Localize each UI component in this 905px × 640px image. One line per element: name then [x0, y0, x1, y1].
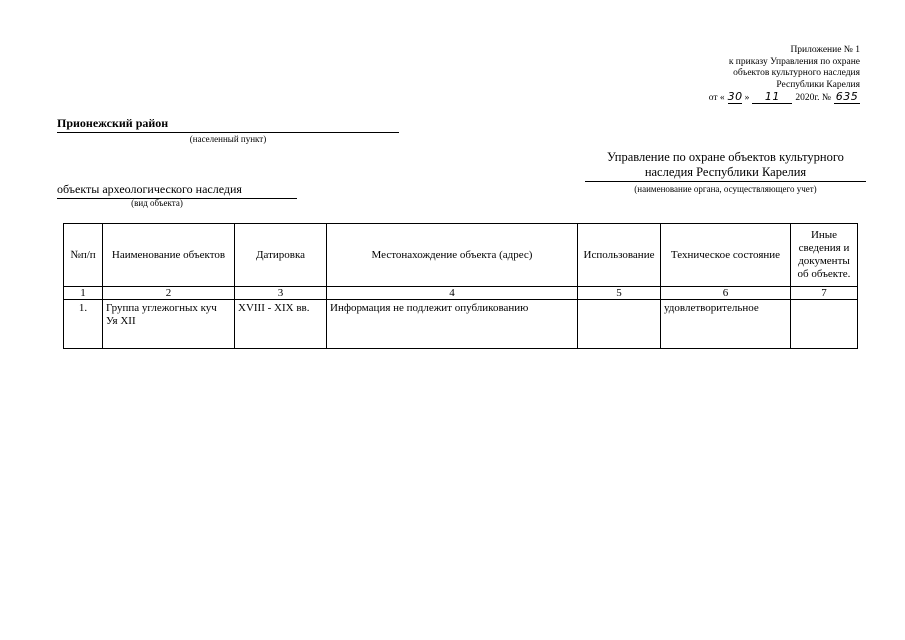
date-year: 2020г. № [795, 93, 831, 103]
column-number: 1 [64, 287, 103, 300]
appendix-order-line: к приказу Управления по охране [728, 56, 860, 67]
object-other-info [791, 300, 858, 349]
object-type-caption: (вид объекта) [131, 198, 183, 208]
object-usage [578, 300, 661, 349]
header-cell: Использование [578, 224, 661, 287]
date-day: 30 [727, 90, 743, 103]
header-cell: Иные сведения и документы об объекте. [791, 224, 858, 287]
header-cell: Техническое состояние [661, 224, 791, 287]
header-cell: №п/п [64, 224, 103, 287]
object-type: объекты археологического наследия [57, 182, 297, 199]
authority-name: Управление по охране объектов культурного наследия Республики Карелия [585, 150, 866, 182]
district-name: Прионежский район [57, 116, 399, 133]
appendix-title: Приложение № 1 [790, 45, 860, 55]
column-number: 6 [661, 287, 791, 300]
column-number: 2 [103, 287, 235, 300]
order-date [709, 91, 860, 105]
column-number: 7 [791, 287, 858, 300]
object-dating: XVIII - XIX вв. [235, 300, 327, 349]
heritage-register-table [63, 223, 858, 349]
column-number: 5 [578, 287, 661, 300]
row-number: 1. [64, 300, 103, 349]
date-month: 11 [752, 91, 792, 104]
table-header-row [64, 224, 858, 287]
header-cell: Местонахождение объекта (адрес) [327, 224, 578, 287]
column-number: 4 [327, 287, 578, 300]
district-caption: (населенный пункт) [189, 134, 267, 144]
object-location: Информация не подлежит опубликованию [327, 300, 578, 349]
order-number: 635 [835, 90, 859, 103]
appendix-order-line: объектов культурного наследия [733, 68, 860, 78]
column-number-row [64, 287, 858, 300]
date-prefix: от « [708, 93, 725, 103]
column-number: 3 [235, 287, 327, 300]
appendix-block [620, 45, 860, 105]
authority-caption: (наименование органа, осуществляющего учет) [634, 184, 817, 194]
date-mid: » [744, 93, 750, 103]
header-cell: Датировка [235, 224, 327, 287]
object-condition: удовлетворительное [661, 300, 791, 349]
table-row [64, 300, 858, 349]
appendix-order-line: Республики Карелия [776, 79, 860, 90]
object-name: Группа углежогных куч Уя XII [103, 300, 235, 349]
header-cell: Наименование объектов [103, 224, 235, 287]
